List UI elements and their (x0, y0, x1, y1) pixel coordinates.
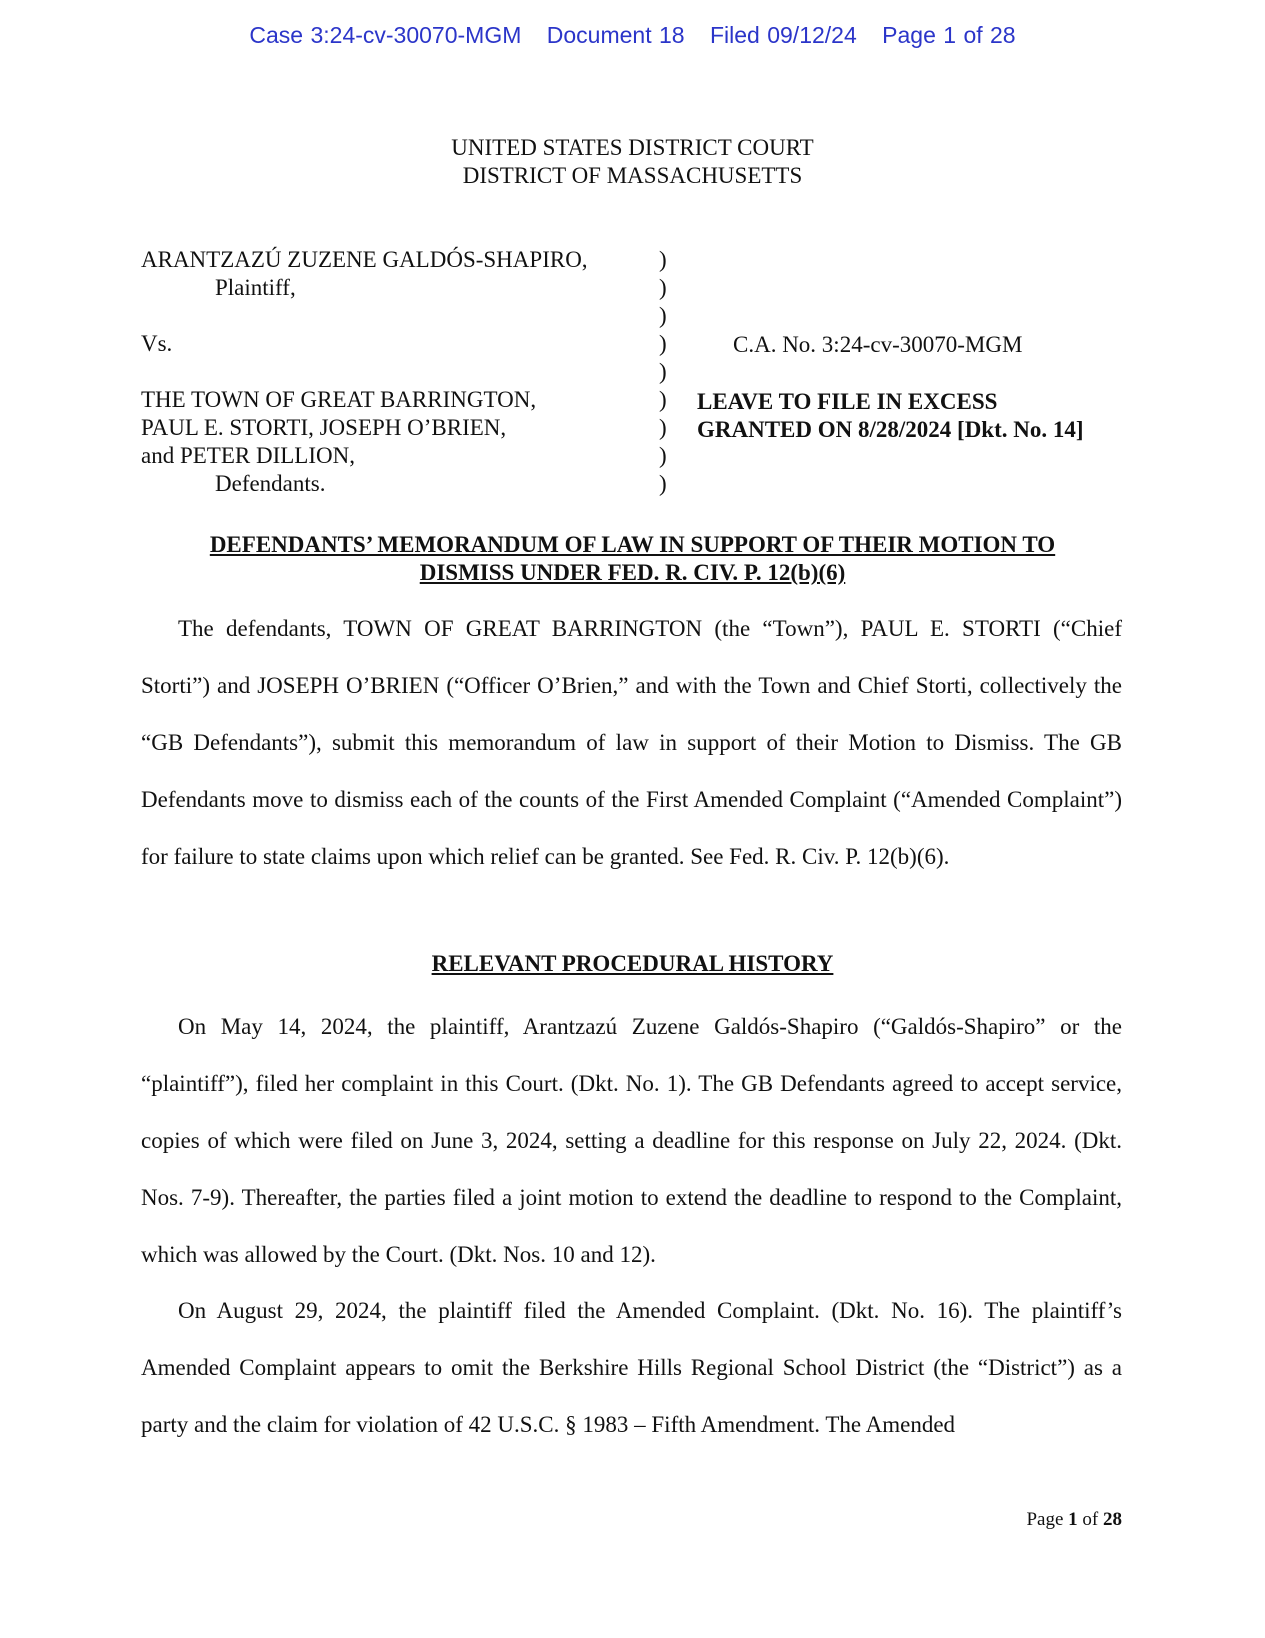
document-number-stamp: Document 18 (546, 22, 685, 48)
paren: ) (659, 443, 667, 468)
court-district: DISTRICT OF MASSACHUSETTS (462, 163, 803, 188)
page-stamp: Page 1 of 28 (882, 22, 1016, 48)
paren: ) (659, 303, 667, 328)
intro-paragraph: The defendants, TOWN OF GREAT BARRINGTON (the “Town”), PAUL E. STORTI (“Chief Storti”) and JOSEPH O’BRIEN (“Officer O’Brien,” and with the Town and Chief Storti, collectively the “GB Defendants”), submit this memorandum of law in support of their Motion to Dismiss. The GB Defendants move to dismiss each of the counts of the First Amended Complaint (“Amended Complaint”) for failure to state claims upon which relief can be granted. See Fed. R. Civ. P. 12(b)(6). (141, 616, 1122, 869)
paren: ) (659, 247, 667, 272)
court-heading (0, 134, 1265, 190)
leave-line-2: GRANTED ON 8/28/2024 [Dkt. No. 14] (697, 417, 1084, 442)
leave-notice (697, 388, 1084, 444)
section-heading: RELEVANT PROCEDURAL HISTORY (431, 951, 834, 976)
case-caption-parties (141, 246, 661, 498)
defendant-line-2: PAUL E. STORTI, JOSEPH O’BRIEN, (141, 415, 507, 440)
paren: ) (659, 359, 667, 384)
paren: ) (659, 387, 667, 412)
history-section-2 (141, 1282, 1122, 1453)
filing-header (0, 22, 1265, 49)
versus-label: Vs. (141, 331, 173, 356)
footer-total-pages: 28 (1103, 1509, 1122, 1530)
case-number-stamp: Case 3:24-cv-30070-MGM (249, 22, 522, 48)
memorandum-title (0, 531, 1265, 587)
footer-of: of (1077, 1509, 1103, 1530)
court-name: UNITED STATES DISTRICT COURT (451, 135, 814, 160)
plaintiff-name: ARANTZAZÚ ZUZENE GALDÓS-SHAPIRO, (141, 247, 588, 272)
paren: ) (659, 471, 667, 496)
footer-prefix: Page (1026, 1509, 1069, 1530)
title-line-1: DEFENDANTS’ MEMORANDUM OF LAW IN SUPPORT OF THEIR MOTION TO (209, 532, 1056, 557)
caption-parentheses (659, 246, 667, 498)
defendant-role: Defendants. (215, 471, 326, 496)
filed-date-stamp: Filed 09/12/24 (709, 22, 857, 48)
history-paragraph-2: On August 29, 2024, the plaintiff filed the Amended Complaint. (Dkt. No. 16). The plaintiff’s Amended Complaint appears to omit the Berkshire Hills Regional School District (the “District”) as a party and the claim for violation of 42 U.S.C. § 1983 – Fifth Amendment. The Amended (141, 1298, 1122, 1437)
paren: ) (659, 415, 667, 440)
page-footer (1026, 1509, 1122, 1531)
paren: ) (659, 331, 667, 356)
history-paragraph-1: On May 14, 2024, the plaintiff, Arantzazú Zuzene Galdós-Shapiro (“Galdós-Shapiro” or the “plaintiff”), filed her complaint in this Court. (Dkt. No. 1). The GB Defendants agreed to accept service, copies of which were filed on June 3, 2024, setting a deadline for this response on July 22, 2024. (Dkt. Nos. 7-9). Thereafter, the parties filed a joint motion to extend the deadline to respond to the Complaint, which was allowed by the Court. (Dkt. Nos. 10 and 12). (141, 1014, 1122, 1267)
leave-line-1: LEAVE TO FILE IN EXCESS (697, 389, 998, 414)
title-line-2: DISMISS UNDER FED. R. CIV. P. 12(b)(6) (419, 560, 846, 585)
defendant-line-3: and PETER DILLION, (141, 443, 355, 468)
footer-current-page: 1 (1068, 1509, 1078, 1530)
paren: ) (659, 275, 667, 300)
plaintiff-role: Plaintiff, (215, 275, 296, 300)
civil-action-number: C.A. No. 3:24-cv-30070-MGM (733, 332, 1023, 357)
defendant-line-1: THE TOWN OF GREAT BARRINGTON, (141, 387, 537, 412)
history-section-1 (141, 998, 1122, 1283)
intro-section (141, 600, 1122, 885)
